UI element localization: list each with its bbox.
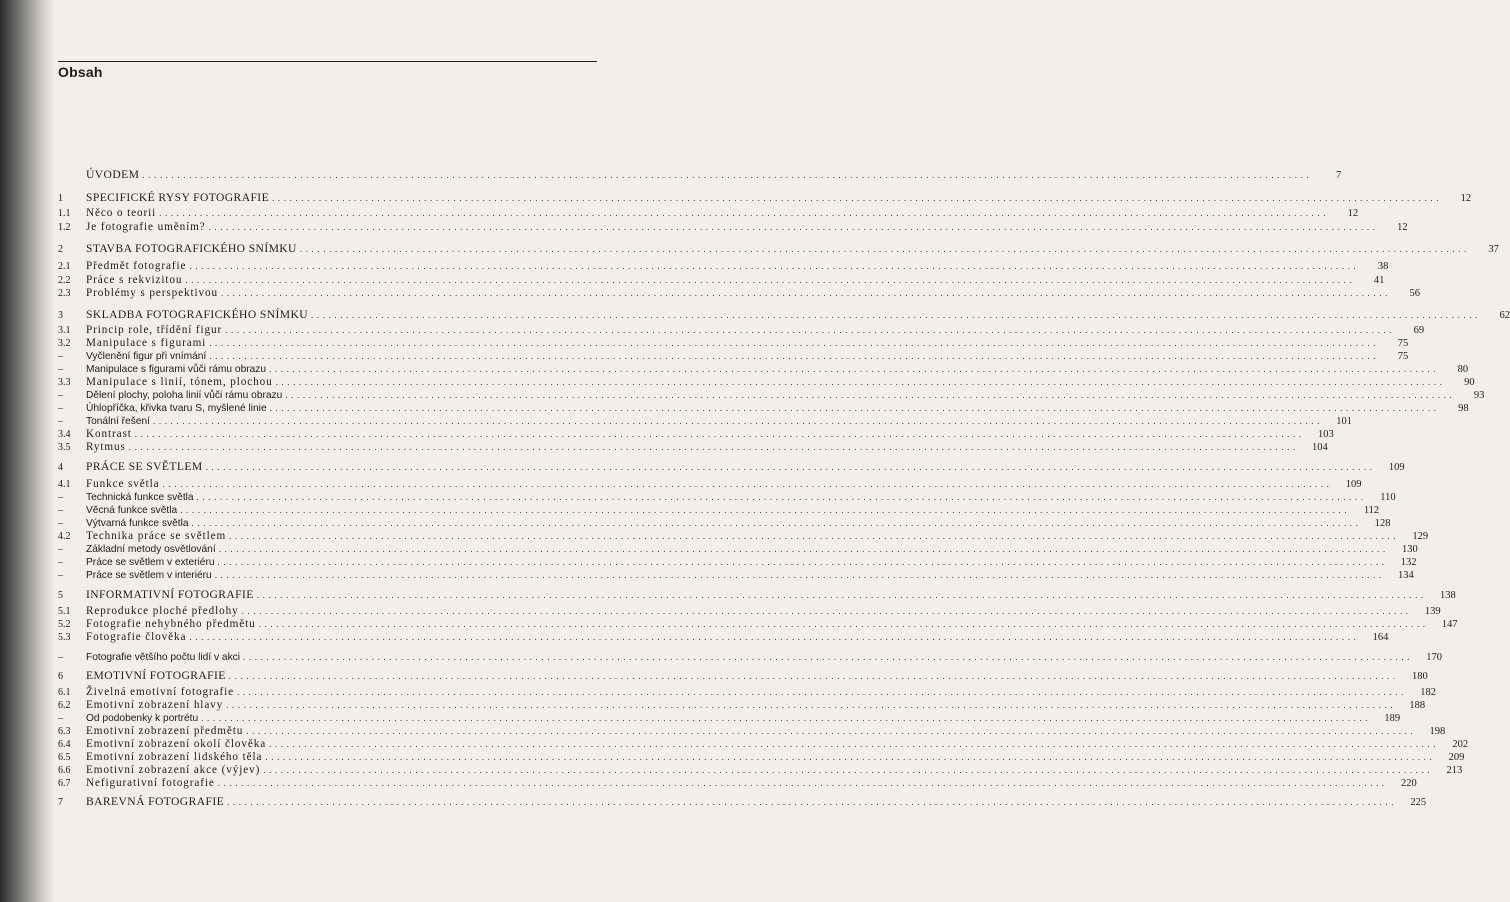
toc-entry-number: 5 — [58, 590, 63, 601]
dot-leader: ........................................................................................................................................................................................................ — [275, 377, 1446, 387]
toc-entry-number: – — [58, 557, 63, 568]
toc-entry-title: Emotivní zobrazení předmětu — [86, 725, 244, 737]
dot-leader: ........................................................................................................................................................................................................ — [269, 364, 1440, 374]
toc-entry — [58, 737, 1469, 751]
toc-entry-page: 164 — [1372, 632, 1389, 643]
toc-entry — [58, 698, 1426, 712]
toc-entry-number: 6.4 — [58, 739, 71, 750]
toc-entry — [58, 795, 1427, 809]
toc-entry-page: 62 — [1499, 310, 1510, 321]
dot-leader: ........................................................................................................................................................................................................ — [218, 544, 1389, 554]
toc-entry — [58, 529, 1429, 543]
toc-entry-page: 130 — [1401, 544, 1418, 555]
toc-entry-title: Vyčlenění figur při vnímání — [86, 351, 207, 362]
toc-entry — [58, 477, 1362, 491]
toc-entry-page: 12 — [1347, 208, 1359, 219]
toc-entry-title: Emotivní zobrazení hlavy — [86, 699, 224, 711]
toc-entry-title: Kontrast — [86, 428, 132, 440]
toc-entry-title: SKLADBA FOTOGRAFICKÉHO SNÍMKU — [86, 308, 309, 321]
dot-leader: ........................................................................................................................................................................................................ — [159, 208, 1330, 218]
toc-entry-title: Práce s rekvizitou — [86, 274, 183, 286]
toc-entry-page: 109 — [1388, 462, 1405, 473]
dot-leader: ........................................................................................................................................................................................................ — [220, 288, 1391, 298]
dot-leader: ........................................................................................................................................................................................................ — [201, 713, 1372, 723]
toc-entry-title: Manipulace s linií, tónem, plochou — [86, 376, 273, 388]
toc-entry — [58, 617, 1458, 631]
toc-entry — [58, 516, 1391, 530]
dot-leader: ........................................................................................................................................................................................................ — [191, 518, 1362, 528]
book-gutter-shadow — [0, 0, 56, 902]
table-of-contents — [58, 0, 1510, 902]
toc-entry-number: 1.2 — [58, 222, 71, 233]
dot-leader: ........................................................................................................................................................................................................ — [205, 462, 1376, 472]
toc-entry — [58, 724, 1446, 738]
toc-entry-page: 213 — [1446, 765, 1463, 776]
toc-entry-page: 110 — [1380, 492, 1396, 503]
toc-entry-number: – — [58, 518, 63, 529]
toc-entry-number: 3.5 — [58, 442, 71, 453]
toc-entry — [58, 555, 1417, 569]
dot-leader: ........................................................................................................................................................................................................ — [285, 390, 1456, 400]
dot-leader: ........................................................................................................................................................................................................ — [311, 310, 1482, 320]
dot-leader: ........................................................................................................................................................................................................ — [208, 222, 1379, 232]
dot-leader: ........................................................................................................................................................................................................ — [243, 652, 1414, 662]
dot-leader: ........................................................................................................................................................................................................ — [209, 351, 1380, 361]
toc-entry-number: 1.1 — [58, 208, 71, 219]
toc-entry-title: Tonální řešení — [86, 416, 150, 427]
toc-entry-number: 1 — [58, 193, 63, 204]
toc-entry-page: 69 — [1413, 325, 1425, 336]
toc-entry — [58, 763, 1463, 777]
toc-entry-number: 2 — [58, 244, 63, 255]
toc-entry-title: Něco o teorii — [86, 207, 157, 219]
toc-entry — [58, 604, 1441, 618]
toc-entry-title: Nefigurativní fotografie — [86, 777, 215, 789]
toc-entry-number: – — [58, 492, 63, 503]
toc-entry-page: 12 — [1397, 222, 1408, 233]
toc-entry-number: 5.3 — [58, 632, 71, 643]
toc-entry-page: 132 — [1400, 557, 1417, 568]
toc-entry — [58, 349, 1409, 363]
toc-entry-title: Fotografie člověka — [86, 631, 187, 643]
toc-entry-number: 4.2 — [58, 531, 71, 542]
toc-entry — [58, 191, 1472, 205]
toc-entry-number: – — [58, 570, 63, 581]
toc-entry-page: 182 — [1420, 687, 1436, 698]
page-title: Obsah — [58, 64, 103, 80]
toc-entry-number: 6.6 — [58, 765, 71, 776]
toc-entry-number: – — [58, 713, 63, 724]
toc-entry-title: Rytmus — [86, 441, 126, 453]
dot-leader: ........................................................................................................................................................................................................ — [134, 429, 1305, 439]
toc-entry-title: Práce se světlem v interiéru — [86, 570, 212, 581]
dot-leader: ........................................................................................................................................................................................................ — [265, 752, 1436, 762]
toc-entry — [58, 308, 1510, 322]
toc-entry-number: 4 — [58, 462, 63, 473]
toc-entry-page: 134 — [1397, 570, 1414, 581]
toc-entry-page: 109 — [1345, 479, 1362, 490]
toc-entry-title: Emotivní zobrazení lidského těla — [86, 751, 263, 763]
toc-entry-page: 202 — [1452, 739, 1469, 750]
toc-entry-number: – — [58, 390, 63, 401]
toc-entry-title: Technická funkce světla — [86, 492, 194, 503]
dot-leader: ........................................................................................................................................................................................................ — [236, 687, 1407, 697]
toc-entry-title: Technika práce se světlem — [86, 530, 227, 542]
toc-entry — [58, 685, 1436, 699]
toc-entry-page: 103 — [1317, 429, 1334, 440]
dot-leader: ........................................................................................................................................................................................................ — [258, 619, 1429, 629]
toc-entry-number: 6.7 — [58, 778, 71, 789]
toc-entry-number: – — [58, 652, 63, 663]
toc-entry-title: Manipulace s figurami vůči rámu obrazu — [86, 364, 267, 375]
dot-leader: ........................................................................................................................................................................................................ — [217, 778, 1388, 788]
toc-entry — [58, 242, 1499, 256]
dot-leader: ........................................................................................................................................................................................................ — [269, 739, 1440, 749]
toc-entry-number: 6 — [58, 671, 63, 682]
toc-entry — [58, 490, 1396, 504]
dot-leader: ........................................................................................................................................................................................................ — [263, 765, 1434, 775]
dot-leader: ........................................................................................................................................................................................................ — [299, 244, 1470, 254]
toc-entry — [58, 503, 1380, 517]
toc-entry — [58, 750, 1465, 764]
toc-entry-number: 2.3 — [58, 288, 71, 299]
dot-leader: ........................................................................................................................................................................................................ — [241, 606, 1412, 616]
toc-entry-title: BAREVNÁ FOTOGRAFIE — [86, 795, 225, 808]
toc-entry-page: 112 — [1363, 505, 1380, 516]
toc-entry-number: – — [58, 416, 63, 427]
toc-entry — [58, 362, 1469, 376]
toc-entry-page: 139 — [1424, 606, 1441, 617]
toc-entry-title: SPECIFICKÉ RYSY FOTOGRAFIE — [86, 191, 270, 204]
toc-entry-number: 3 — [58, 310, 63, 321]
toc-entry-page: 90 — [1464, 377, 1475, 388]
dot-leader: ........................................................................................................................................................................................................ — [214, 570, 1385, 580]
toc-entry-page: 75 — [1397, 351, 1409, 362]
toc-entry-title: Je fotografie uměním? — [86, 221, 206, 233]
toc-entry-number: – — [58, 505, 63, 516]
dot-leader: ........................................................................................................................................................................................................ — [217, 557, 1388, 567]
dot-leader: ........................................................................................................................................................................................................ — [153, 416, 1323, 426]
toc-entry-title: Fotografie většího počtu lidí v akci — [86, 652, 241, 663]
toc-entry-title: Manipulace s figurami — [86, 337, 207, 349]
toc-entry-page: 98 — [1458, 403, 1469, 414]
toc-entry — [58, 414, 1352, 428]
dot-leader: ........................................................................................................................................................................................................ — [229, 531, 1400, 541]
toc-entry-page: 80 — [1457, 364, 1469, 375]
toc-entry-page: 170 — [1426, 652, 1443, 663]
toc-entry-number: 6.5 — [58, 752, 71, 763]
dot-leader: ........................................................................................................................................................................................................ — [189, 261, 1360, 271]
toc-entry-number: 7 — [58, 797, 63, 808]
toc-entry — [58, 286, 1420, 300]
toc-entry — [58, 542, 1418, 556]
dot-leader: ........................................................................................................................................................................................................ — [256, 590, 1427, 600]
toc-entry-number: 5.2 — [58, 619, 71, 630]
toc-entry-title: Výtvarná funkce světla — [86, 518, 189, 529]
dot-leader: ........................................................................................................................................................................................................ — [142, 170, 1313, 180]
toc-entry-page: 209 — [1448, 752, 1465, 763]
toc-entry-page: 188 — [1409, 700, 1426, 711]
toc-entry-page: 180 — [1412, 671, 1428, 682]
toc-entry — [58, 440, 1328, 454]
toc-entry-title: Dělení plochy, poloha linií vůči rámu obrazu — [86, 390, 283, 401]
toc-entry-title: Živelná emotivní fotografie — [86, 686, 234, 698]
toc-entry — [58, 588, 1456, 602]
dot-leader: ........................................................................................................................................................................................................ — [128, 442, 1299, 452]
toc-entry-title: ÚVODEM — [86, 168, 140, 181]
dot-leader: ........................................................................................................................................................................................................ — [226, 700, 1397, 710]
toc-entry-title: Funkce světla — [86, 478, 160, 490]
toc-entry-number: 2.1 — [58, 261, 71, 272]
toc-entry-title: Fotografie nehybného předmětu — [86, 618, 256, 630]
toc-entry-page: 198 — [1429, 726, 1446, 737]
toc-entry — [58, 259, 1389, 273]
toc-entry-page: 41 — [1373, 275, 1385, 286]
toc-entry — [58, 776, 1417, 790]
toc-entry-title: STAVBA FOTOGRAFICKÉHO SNÍMKU — [86, 242, 297, 255]
toc-entry-number: 6.3 — [58, 726, 71, 737]
toc-entry — [58, 711, 1401, 725]
toc-entry-title: Reprodukce ploché předlohy — [86, 605, 239, 617]
toc-entry-title: Úhlopříčka, křivka tvaru S, myšlené linie — [86, 403, 267, 414]
toc-entry-page: 101 — [1336, 416, 1352, 427]
toc-entry-number: 3.4 — [58, 429, 71, 440]
toc-entry-title: Od podobenky k portrétu — [86, 713, 199, 724]
toc-entry-title: PRÁCE SE SVĚTLEM — [86, 460, 203, 473]
toc-entry-number: 3.3 — [58, 377, 71, 388]
toc-entry-number: – — [58, 364, 63, 375]
toc-entry-page: 220 — [1401, 778, 1417, 789]
toc-entry-title: Emotivní zobrazení okolí člověka — [86, 738, 267, 750]
dot-leader: ........................................................................................................................................................................................................ — [227, 797, 1398, 807]
toc-entry — [58, 401, 1469, 415]
dot-leader: ........................................................................................................................................................................................................ — [269, 403, 1440, 413]
toc-entry-page: 12 — [1460, 193, 1472, 204]
toc-entry-page: 138 — [1440, 590, 1456, 601]
toc-entry-title: Práce se světlem v exteriéru — [86, 557, 215, 568]
dot-leader: ........................................................................................................................................................................................................ — [209, 338, 1380, 348]
toc-entry-title: INFORMATIVNÍ FOTOGRAFIE — [86, 588, 254, 601]
toc-entry-page: 189 — [1384, 713, 1401, 724]
toc-entry — [58, 650, 1443, 664]
toc-entry-number: 4.1 — [58, 479, 71, 490]
toc-entry-title: Věcná funkce světla — [86, 505, 178, 516]
toc-entry — [58, 336, 1409, 350]
toc-entry-page: 128 — [1374, 518, 1391, 529]
dot-leader: ........................................................................................................................................................................................................ — [272, 193, 1443, 203]
toc-entry — [58, 220, 1408, 234]
toc-entry — [58, 460, 1405, 474]
toc-entry-number: – — [58, 544, 63, 555]
toc-entry-page: 104 — [1312, 442, 1328, 453]
toc-entry — [58, 206, 1359, 220]
toc-entry-title: Princip role, třídění figur — [86, 324, 223, 336]
dot-leader: ........................................................................................................................................................................................................ — [162, 479, 1333, 489]
dot-leader: ........................................................................................................................................................................................................ — [180, 505, 1351, 515]
toc-entry-page: 147 — [1441, 619, 1458, 630]
toc-entry-number: 6.2 — [58, 700, 71, 711]
toc-entry — [58, 375, 1475, 389]
toc-entry-title: Emotivní zobrazení akce (výjev) — [86, 764, 261, 776]
toc-entry-number: 5.1 — [58, 606, 71, 617]
toc-entry-title: Problémy s perspektivou — [86, 287, 218, 299]
dot-leader: ........................................................................................................................................................................................................ — [196, 492, 1367, 502]
toc-entry — [58, 427, 1334, 441]
toc-entry-number: 3.2 — [58, 338, 71, 349]
toc-entry-number: 6.1 — [58, 687, 71, 698]
toc-entry — [58, 630, 1389, 644]
toc-entry-page: 56 — [1409, 288, 1420, 299]
toc-entry-number: – — [58, 403, 63, 414]
toc-entry — [58, 273, 1385, 287]
toc-entry-page: 225 — [1410, 797, 1427, 808]
toc-entry-page: 75 — [1397, 338, 1409, 349]
toc-entry-page: 129 — [1412, 531, 1429, 542]
toc-entry-title: Základní metody osvětlování — [86, 544, 216, 555]
toc-entry-page: 7 — [1336, 170, 1342, 181]
dot-leader: ........................................................................................................................................................................................................ — [228, 671, 1399, 681]
dot-leader: ........................................................................................................................................................................................................ — [246, 726, 1417, 736]
toc-entry-page: 38 — [1377, 261, 1389, 272]
toc-entry-page: 93 — [1473, 390, 1485, 401]
toc-entry — [58, 323, 1425, 337]
toc-entry — [58, 168, 1342, 182]
toc-entry-title: EMOTIVNÍ FOTOGRAFIE — [86, 669, 226, 682]
toc-entry — [58, 669, 1428, 683]
toc-entry-page: 37 — [1488, 244, 1499, 255]
toc-entry-title: Předmět fotografie — [86, 260, 187, 272]
toc-entry — [58, 388, 1485, 402]
toc-entry — [58, 568, 1414, 582]
dot-leader: ........................................................................................................................................................................................................ — [225, 325, 1396, 335]
toc-entry-number: 3.1 — [58, 325, 71, 336]
dot-leader: ........................................................................................................................................................................................................ — [189, 632, 1360, 642]
toc-entry-number: 2.2 — [58, 275, 71, 286]
dot-leader: ........................................................................................................................................................................................................ — [185, 275, 1356, 285]
toc-entry-number: – — [58, 351, 63, 362]
